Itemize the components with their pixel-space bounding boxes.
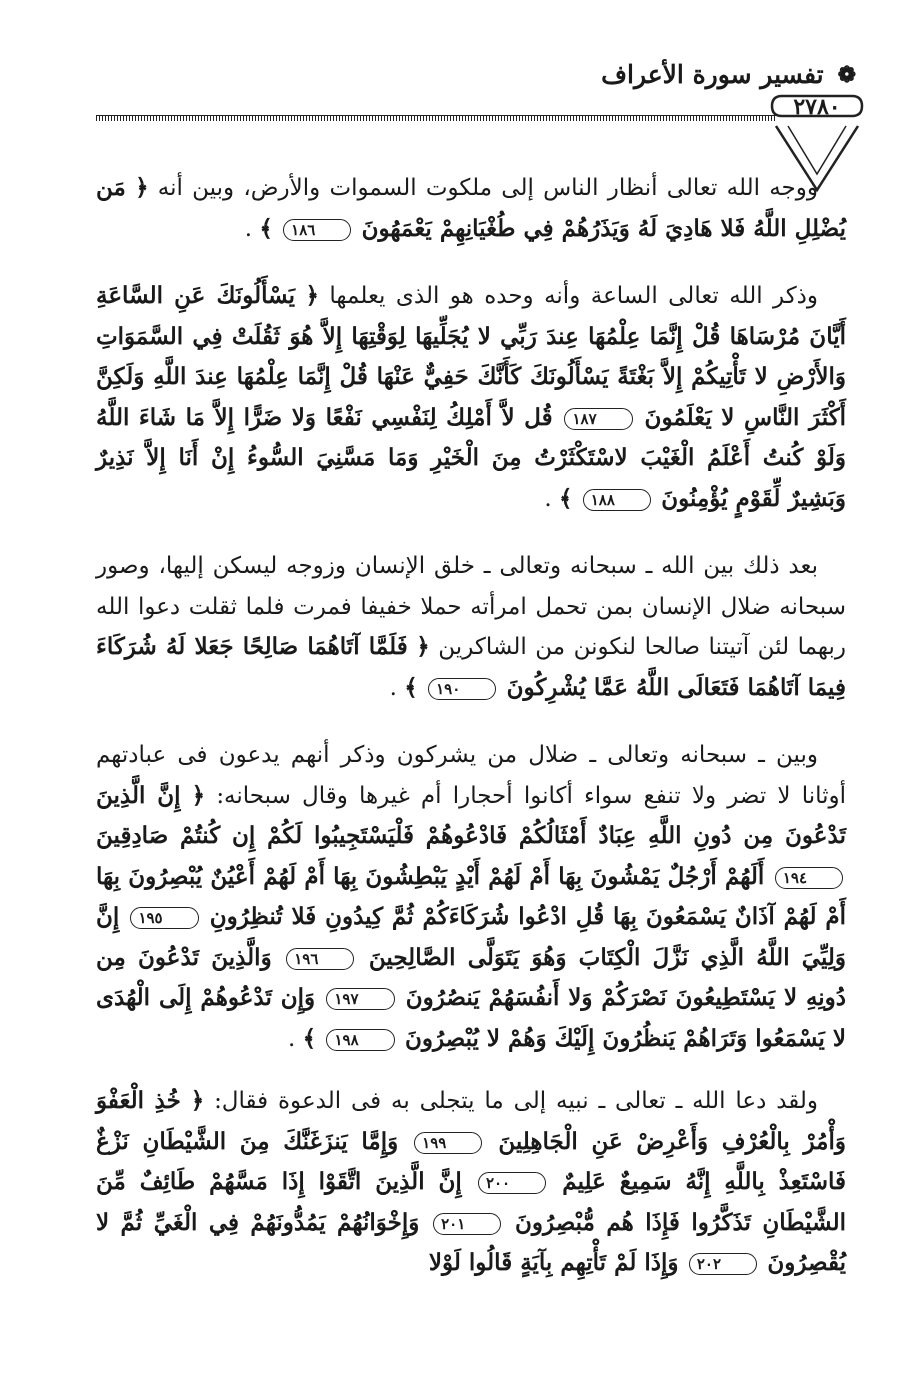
paragraph-4: وبين ـ سبحانه وتعالى ـ ضلال من يشركون وذكر أنهم يدعون فى عبادتهم أوثانا لا تضر ولا تنفع سواء أكانوا أحجارا أم غيرها وقال سبحانه: ﴿ إِنَّ الَّذِينَ تَدْعُونَ مِن دُونِ اللَّهِ عِبَادٌ أَمْثَالُكُمْ فَادْعُوهُمْ فَلْيَسْتَجِيبُوا لَكُمْ إِن كُنتُمْ صَادِقِينَ ١٩٤ أَلَهُمْ أَرْجُلٌ يَمْشُونَ بِهَا أَمْ لَهُمْ أَيْدٍ يَبْطِشُونَ بِهَا أَمْ لَهُمْ أَعْيُنٌ يُبْصِرُونَ بِهَا أَمْ لَهُمْ آذَانٌ يَسْمَعُونَ بِهَا قُلِ ادْعُوا شُرَكَاءَكُمْ ثُمَّ كِيدُونِ فَلا تُنظِرُونِ ١٩٥ إِنَّ وَلِيِّيَ اللَّهُ الَّذِي نَزَّلَ الْكِتَابَ وَهُوَ يَتَوَلَّى الصَّالِحِينَ ١٩٦ وَالَّذِينَ تَدْعُونَ مِن دُونِهِ لا يَسْتَطِيعُونَ نَصْرَكُمْ وَلا أَنفُسَهُمْ يَنصُرُونَ ١٩٧ وَإِن تَدْعُوهُمْ إِلَى الْهُدَى لا يَسْمَعُوا وَتَرَاهُمْ يَنظُرُونَ إِلَيْكَ وَهُمْ لا يُبْصِرُونَ ١٩٨ ﴾ . bbox=[96, 742, 847, 1052]
verse-number: ١٩٩ bbox=[414, 1132, 482, 1154]
quran-brace-open: ﴿ bbox=[191, 781, 206, 809]
verse-number: ١٨٧ bbox=[564, 408, 632, 430]
quran-verse: وَإِن تَدْعُوهُمْ إِلَى الْهُدَى لا يَسْمَعُوا وَتَرَاهُمْ يَنظُرُونَ إِلَيْكَ وَهُمْ لا يُبْصِرُونَ bbox=[96, 984, 846, 1052]
paragraph-3: بعد ذلك بين الله ـ سبحانه وتعالى ـ خلق الإنسان وزوجه ليسكن إليها، وصور سبحانه ضلال الإنسان بمن تحمل امرأته حملا خفيفا فمرت فلما ثقلت دعوا الله ربهما لئن آتيتنا صالحا لنكونن من الشاكرين ﴿ فَلَمَّا آتَاهُمَا صَالِحًا جَعَلا لَهُ شُرَكَاءَ فِيمَا آتَاهُمَا فَتَعَالَى اللَّهُ عَمَّا يُشْرِكُونَ ١٩٠ ﴾ . bbox=[96, 553, 847, 701]
quran-brace-open: ﴿ bbox=[416, 633, 430, 660]
ornament-icon: ❁ bbox=[837, 61, 856, 88]
quran-verse: قُل لاَّ أَمْلِكُ لِنَفْسِي نَفْعًا وَلا ضَرًّا إِلاَّ مَا شَاءَ اللَّهُ وَلَوْ كُنتُ أَعْلَمُ الْغَيْبَ لاسْتَكْثَرْتُ مِنَ الْخَيْرِ وَمَا مَسَّنِيَ السُّوءُ إِنْ أَنَا إِلاَّ نَذِيرٌ وَبَشِيرٌ لِّقَوْمٍ يُؤْمِنُونَ bbox=[96, 403, 846, 512]
paragraph-5 bbox=[96, 1081, 846, 1284]
page-number: ٢٧٨٠ bbox=[793, 94, 841, 120]
quran-brace-open: ﴿ bbox=[190, 1087, 205, 1114]
prose: بعد ذلك بين الله ـ سبحانه وتعالى ـ خلق الإنسان وزوجه ليسكن إليها، وصور سبحانه ضلال الإنسان بمن تحمل امرأته حملا خفيفا فمرت فلما ثقلت دعوا الله ربهما لئن آتيتنا صالحا لنكونن من الشاكرين bbox=[96, 553, 847, 660]
quran-brace-close: ﴾ bbox=[259, 214, 273, 242]
verse-number: ١٩٤ bbox=[775, 867, 843, 889]
verse-number: ١٩٦ bbox=[286, 948, 354, 970]
quran-verse: يَسْأَلُونَكَ عَنِ السَّاعَةِ أَيَّانَ مُرْسَاهَا قُلْ إِنَّمَا عِلْمُهَا عِندَ رَبِّي لا يُجَلِّيهَا لِوَقْتِهَا إِلاَّ هُوَ ثَقُلَتْ فِي السَّمَوَاتِ وَالأَرْضِ لا تَأْتِيكُمْ إِلاَّ بَغْتَةً يَسْأَلُونَكَ كَأَنَّكَ حَفِيٌّ عَنْهَا قُلْ إِنَّمَا عِلْمُهَا عِندَ اللَّهِ وَلَكِنَّ أَكْثَرَ النَّاسِ لا يَعْلَمُونَ bbox=[96, 282, 846, 431]
quran-brace-close: ﴾ bbox=[558, 484, 573, 512]
verse-number: ١٨٦ bbox=[283, 219, 351, 241]
quran-verse: إِنَّ وَلِيِّيَ اللَّهُ الَّذِي نَزَّلَ الْكِتَابَ وَهُوَ يَتَوَلَّى الصَّالِحِينَ bbox=[96, 903, 847, 971]
running-head bbox=[601, 60, 856, 89]
verse-number: ٢٠٠ bbox=[478, 1172, 546, 1194]
quran-brace-open: ﴿ bbox=[135, 174, 149, 201]
quran-verse: أَلَهُمْ أَرْجُلٌ يَمْشُونَ بِهَا أَمْ لَهُمْ أَيْدٍ يَبْطِشُونَ بِهَا أَمْ لَهُمْ أَعْيُنٌ يُبْصِرُونَ بِهَا أَمْ لَهُمْ آذَانٌ يَسْمَعُونَ بِهَا قُلِ ادْعُوا شُرَكَاءَكُمْ ثُمَّ كِيدُونِ فَلا تُنظِرُونِ bbox=[96, 862, 846, 930]
page-body bbox=[96, 168, 846, 1311]
quran-verse: إِنَّ الَّذِينَ تَدْعُونَ مِن دُونِ اللَّهِ عِبَادٌ أَمْثَالُكُمْ فَادْعُوهُمْ فَلْيَسْتَجِيبُوا لَكُمْ إِن كُنتُمْ صَادِقِينَ bbox=[96, 781, 846, 849]
running-title: تفسير سورة الأعراف bbox=[601, 60, 824, 89]
quran-verse: مَن يُضْلِلِ اللَّهُ فَلا هَادِيَ لَهُ وَيَذَرُهُمْ فِي طُغْيَانِهِمْ يَعْمَهُونَ bbox=[96, 174, 846, 242]
verse-number: ١٩٨ bbox=[326, 1029, 394, 1051]
quran-brace-close: ﴾ bbox=[404, 673, 418, 701]
page-header bbox=[96, 40, 856, 160]
quran-verse: وَإِذَا لَمْ تَأْتِهِم بِآيَةٍ قَالُوا لَوْلا bbox=[428, 1249, 679, 1276]
header-rule bbox=[96, 115, 776, 121]
quran-verse: خُذِ الْعَفْوَ وَأْمُرْ بِالْعُرْفِ وَأَعْرِضْ عَنِ الْجَاهِلِينَ bbox=[96, 1087, 846, 1155]
prose: ولقد دعا الله ـ تعالى ـ نبيه إلى ما يتجلى به فى الدعوة فقال: bbox=[214, 1088, 819, 1114]
prose: وبين ـ سبحانه وتعالى ـ ضلال من يشركون وذكر أنهم يدعون فى عبادتهم أوثانا لا تضر ولا تنفع سواء أكانوا أحجارا أم غيرها وقال سبحانه: bbox=[96, 742, 847, 809]
prose: ووجه الله تعالى أنظار الناس إلى ملكوت السموات والأرض، وبين أنه bbox=[157, 175, 818, 201]
verse-number: ٢٠٢ bbox=[689, 1253, 757, 1275]
quran-brace-open: ﴿ bbox=[305, 282, 319, 309]
quran-verse: وَالَّذِينَ تَدْعُونَ مِن دُونِهِ لا يَسْتَطِيعُونَ نَصْرَكُمْ وَلا أَنفُسَهُمْ يَنصُرُونَ bbox=[96, 943, 847, 1011]
verse-number: ١٨٨ bbox=[583, 489, 651, 511]
verse-number: ٢٠١ bbox=[433, 1213, 501, 1235]
quran-verse: إِنَّ الَّذِينَ اتَّقَوْا إِذَا مَسَّهُمْ طَائِفٌ مِّنَ الشَّيْطَانِ تَذَكَّرُوا فَإِذَا هُم مُّبْصِرُونَ bbox=[96, 1168, 846, 1236]
verse-number: ١٩٧ bbox=[326, 988, 394, 1010]
quran-brace-close: ﴾ bbox=[302, 1024, 317, 1052]
quran-verse: وَإِمَّا يَنزَغَنَّكَ مِنَ الشَّيْطَانِ نَزْغٌ فَاسْتَعِذْ بِاللَّهِ إِنَّهُ سَمِيعٌ عَلِيمٌ bbox=[96, 1127, 847, 1195]
verse-number: ١٩٠ bbox=[428, 678, 496, 700]
paragraph-1: ووجه الله تعالى أنظار الناس إلى ملكوت السموات والأرض، وبين أنه ﴿ مَن يُضْلِلِ اللَّهُ فَلا هَادِيَ لَهُ وَيَذَرُهُمْ فِي طُغْيَانِهِمْ يَعْمَهُونَ ١٨٦ ﴾ . bbox=[96, 174, 846, 242]
paragraph-2: وذكر الله تعالى الساعة وأنه وحده هو الذى يعلمها ﴿ يَسْأَلُونَكَ عَنِ السَّاعَةِ أَيَّانَ مُرْسَاهَا قُلْ إِنَّمَا عِلْمُهَا عِندَ رَبِّي لا يُجَلِّيهَا لِوَقْتِهَا إِلاَّ هُوَ ثَقُلَتْ فِي السَّمَوَاتِ وَالأَرْضِ لا تَأْتِيكُمْ إِلاَّ بَغْتَةً يَسْأَلُونَكَ كَأَنَّكَ حَفِيٌّ عَنْهَا قُلْ إِنَّمَا عِلْمُهَا عِندَ اللَّهِ وَلَكِنَّ أَكْثَرَ النَّاسِ لا يَعْلَمُونَ ١٨٧ قُل لاَّ أَمْلِكُ لِنَفْسِي نَفْعًا وَلا ضَرًّا إِلاَّ مَا شَاءَ اللَّهُ وَلَوْ كُنتُ أَعْلَمُ الْغَيْبَ لاسْتَكْثَرْتُ مِنَ الْخَيْرِ وَمَا مَسَّنِيَ السُّوءُ إِنْ أَنَا إِلاَّ نَذِيرٌ وَبَشِيرٌ لِّقَوْمٍ يُؤْمِنُونَ ١٨٨ ﴾ . bbox=[96, 282, 846, 512]
quran-verse: فَلَمَّا آتَاهُمَا صَالِحًا جَعَلا لَهُ شُرَكَاءَ فِيمَا آتَاهُمَا فَتَعَالَى اللَّهُ عَمَّا يُشْرِكُونَ bbox=[96, 633, 846, 701]
quran-verse: وَإِخْوَانُهُمْ يَمُدُّونَهُمْ فِي الْغَيِّ ثُمَّ لا يُقْصِرُونَ bbox=[96, 1208, 846, 1276]
prose: وذكر الله تعالى الساعة وأنه وحده هو الذى يعلمها bbox=[329, 283, 819, 309]
verse-number: ١٩٥ bbox=[130, 907, 198, 929]
